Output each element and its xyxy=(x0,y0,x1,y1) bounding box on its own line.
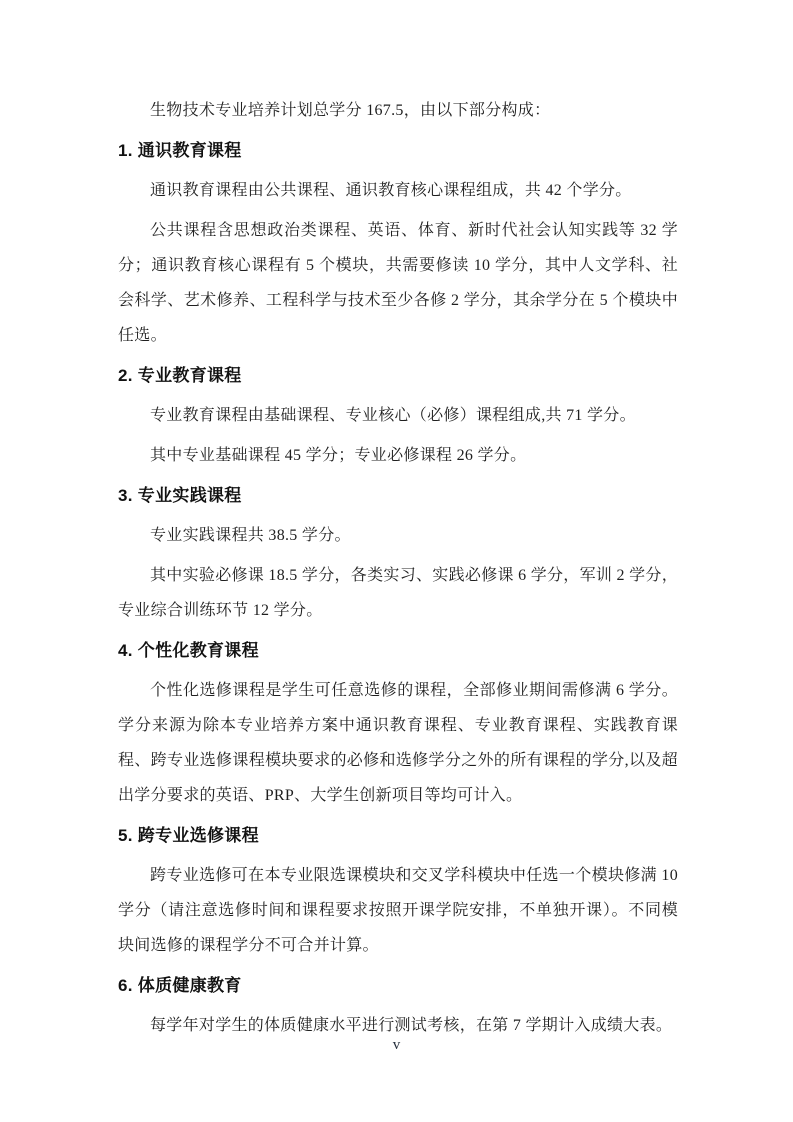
section-paragraph: 个性化选修课程是学生可任意选修的课程，全部修业期间需修满 6 学分。学分来源为除本专业培养方案中通识教育课程、专业教育课程、实践教育课程、跨专业选修课程模块要求的必修和选修学分之外的所有课程的学分,以及超出学分要求的英语、PRP、大学生创新项目等均可计入。 xyxy=(118,682,678,804)
intro-paragraph: 生物技术专业培养计划总学分 167.5，由以下部分构成： xyxy=(150,102,551,119)
section-heading-general-education: 1. 通识教育课程 xyxy=(118,141,242,160)
section-paragraph: 通识教育课程由公共课程、通识教育核心课程组成，共 42 个学分。 xyxy=(150,182,632,199)
section-paragraph: 跨专业选修可在本专业限选课模块和交叉学科模块中任选一个模块修满 10 学分（请注意选修时间和课程要求按照开课学院安排，不单独开课）。不同模块间选修的课程学分不可合并计算。 xyxy=(118,867,678,954)
section-paragraph: 公共课程含思想政治类课程、英语、体育、新时代社会认知实践等 32 学分；通识教育核心课程有 5 个模块，共需要修读 10 学分，其中人文学科、社会科学、艺术修养、工程科学与技术至少各修 2 学分，其余学分在 5 个模块中任选。 xyxy=(118,222,678,344)
section-heading-professional-education: 2. 专业教育课程 xyxy=(118,366,242,385)
section-paragraph: 专业实践课程共 38.5 学分。 xyxy=(150,527,351,544)
section-paragraph: 其中实验必修课 18.5 学分，各类实习、实践必修课 6 学分，军训 2 学分，专业综合训练环节 12 学分。 xyxy=(118,567,679,619)
section-paragraph: 每学年对学生的体质健康水平进行测试考核，在第 7 学期计入成绩大表。 xyxy=(150,1017,673,1034)
section-paragraph: 专业教育课程由基础课程、专业核心（必修）课程组成,共 71 学分。 xyxy=(150,407,636,424)
page-number: v xyxy=(392,1037,401,1053)
section-heading-cross-major-electives: 5. 跨专业选修课程 xyxy=(118,826,259,845)
section-heading-professional-practice: 3. 专业实践课程 xyxy=(118,486,242,505)
section-heading-personalized-education: 4. 个性化教育课程 xyxy=(118,641,259,660)
section-heading-physical-health: 6. 体质健康教育 xyxy=(118,976,242,995)
section-paragraph: 其中专业基础课程 45 学分；专业必修课程 26 学分。 xyxy=(150,447,527,464)
